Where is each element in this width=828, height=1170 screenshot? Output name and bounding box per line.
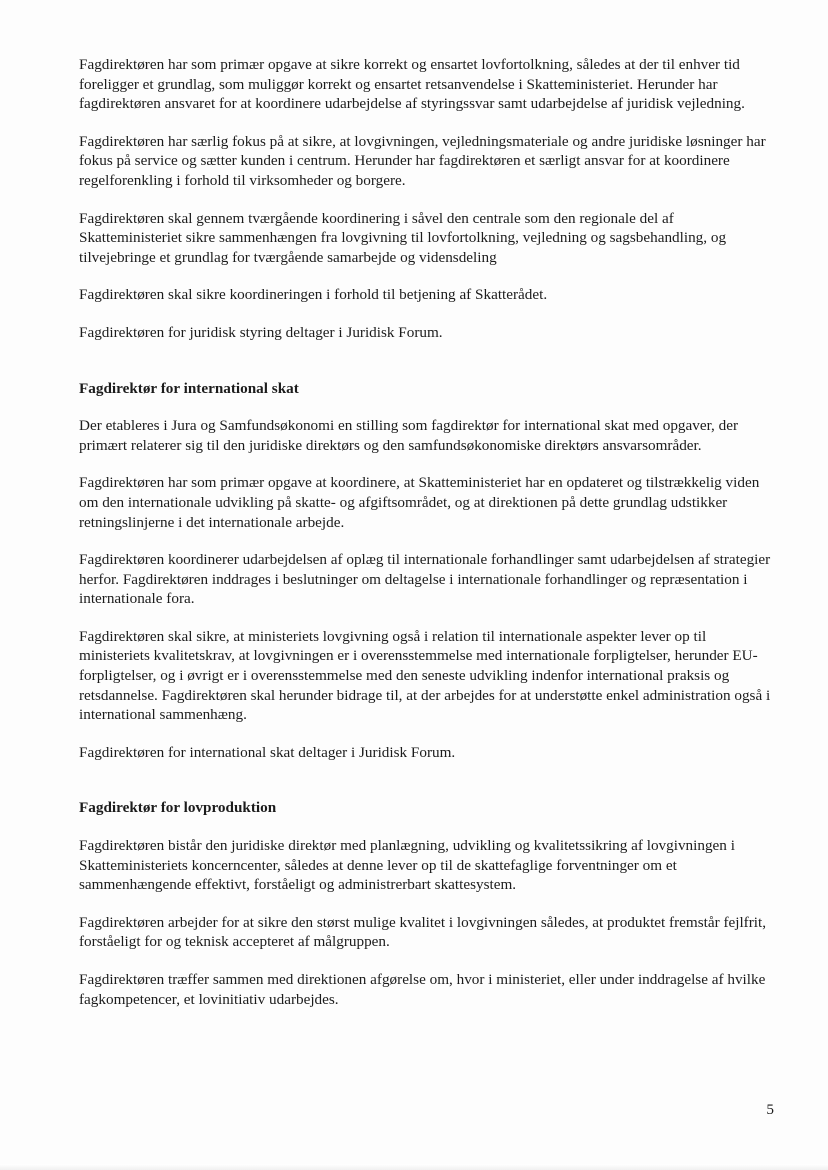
paragraph: Fagdirektøren for juridisk styring deltager i Juridisk Forum.	[79, 323, 443, 341]
paragraph: Fagdirektøren skal gennem tværgående koordinering i såvel den centrale som den regionale del af Skatteministeriet sikre sammenhængen fra lovgivning til lovfortolkning, vejledning og sagsbehandling, og tilvejebringe et grundlag for tværgående samarbejde og vidensdeling	[79, 209, 727, 266]
section-heading-international-skat: Fagdirektør for international skat	[79, 379, 299, 397]
page-number: 5	[766, 1101, 774, 1118]
paragraph: Fagdirektøren skal sikre koordineringen i forhold til betjening af Skatterådet.	[79, 286, 548, 304]
paragraph: Der etableres i Jura og Samfundsøkonomi en stilling som fagdirektør for international skat med opgaver, der primært relaterer sig til den juridiske direktørs og den samfundsøkonomiske direktørs ansvarsområder.	[79, 417, 739, 454]
paragraph: Fagdirektøren har som primær opgave at koordinere, at Skatteministeriet har en opdateret og tilstrækkelig viden om den internationale udvikling på skatte- og afgiftsområdet, og at direktionen på dette grundlag udstikker retningslinjerne i det internationale arbejde.	[79, 474, 760, 531]
section-heading-lovproduktion: Fagdirektør for lovproduktion	[79, 799, 277, 817]
document-body	[79, 55, 779, 1027]
paragraph: Fagdirektøren træffer sammen med direktionen afgørelse om, hvor i ministeriet, eller under inddragelse af hvilke fagkompetencer, et lovinitiativ udarbejdes.	[79, 971, 766, 1008]
paragraph: Fagdirektøren for international skat deltager i Juridisk Forum.	[79, 743, 456, 761]
paragraph: Fagdirektøren har særlig fokus på at sikre, at lovgivningen, vejledningsmateriale og andre juridiske løsninger har fokus på service og sætter kunden i centrum. Herunder har fagdirektøren et særligt ansvar for at koordinere regelforenkling i forhold til virksomheder og borgere.	[79, 132, 766, 189]
paragraph: Fagdirektøren skal sikre, at ministeriets lovgivning også i relation til internationale aspekter lever op til ministeriets kvalitetskrav, at lovgivningen er i overensstemmelse med internationale forpligtelser, herunder EU-forpligtelser, og i øvrigt er i overensstemmelse med den seneste udvikling indenfor international praksis og retsdannelse. Fagdirektøren skal herunder bidrage til, at der arbejdes for at understøtte enkel administration også i international sammenhæng.	[79, 627, 771, 724]
paragraph: Fagdirektøren arbejder for at sikre den størst mulige kvalitet i lovgivningen således, at produktet fremstår fejlfrit, forståeligt for og teknisk accepteret af målgruppen.	[79, 913, 767, 951]
page-bottom-edge	[0, 1164, 828, 1170]
paragraph: Fagdirektøren koordinerer udarbejdelsen af oplæg til internationale forhandlinger samt udarbejdelsen af strategier herfor. Fagdirektøren inddrages i beslutninger om deltagelse i internationale forhandlinger og repræsentation i internationale fora.	[79, 551, 771, 608]
paragraph: Fagdirektøren har som primær opgave at sikre korrekt og ensartet lovfortolkning, således at der til enhver tid foreligger et grundlag, som muliggør korrekt og ensartet retsanvendelse i Skatteministeriet. Herunder har fagdirektøren ansvaret for at koordinere udarbejdelse af styringssvar samt udarbejdelse af juridisk vejledning.	[79, 56, 745, 113]
paragraph: Fagdirektøren bistår den juridiske direktør med planlægning, udvikling og kvalitetssikring af lovgivningen i Skatteministeriets koncerncenter, således at denne lever op til de skattefaglige forventninger om et sammenhængende effektivt, forståeligt og administrerbart skattesystem.	[79, 837, 735, 894]
